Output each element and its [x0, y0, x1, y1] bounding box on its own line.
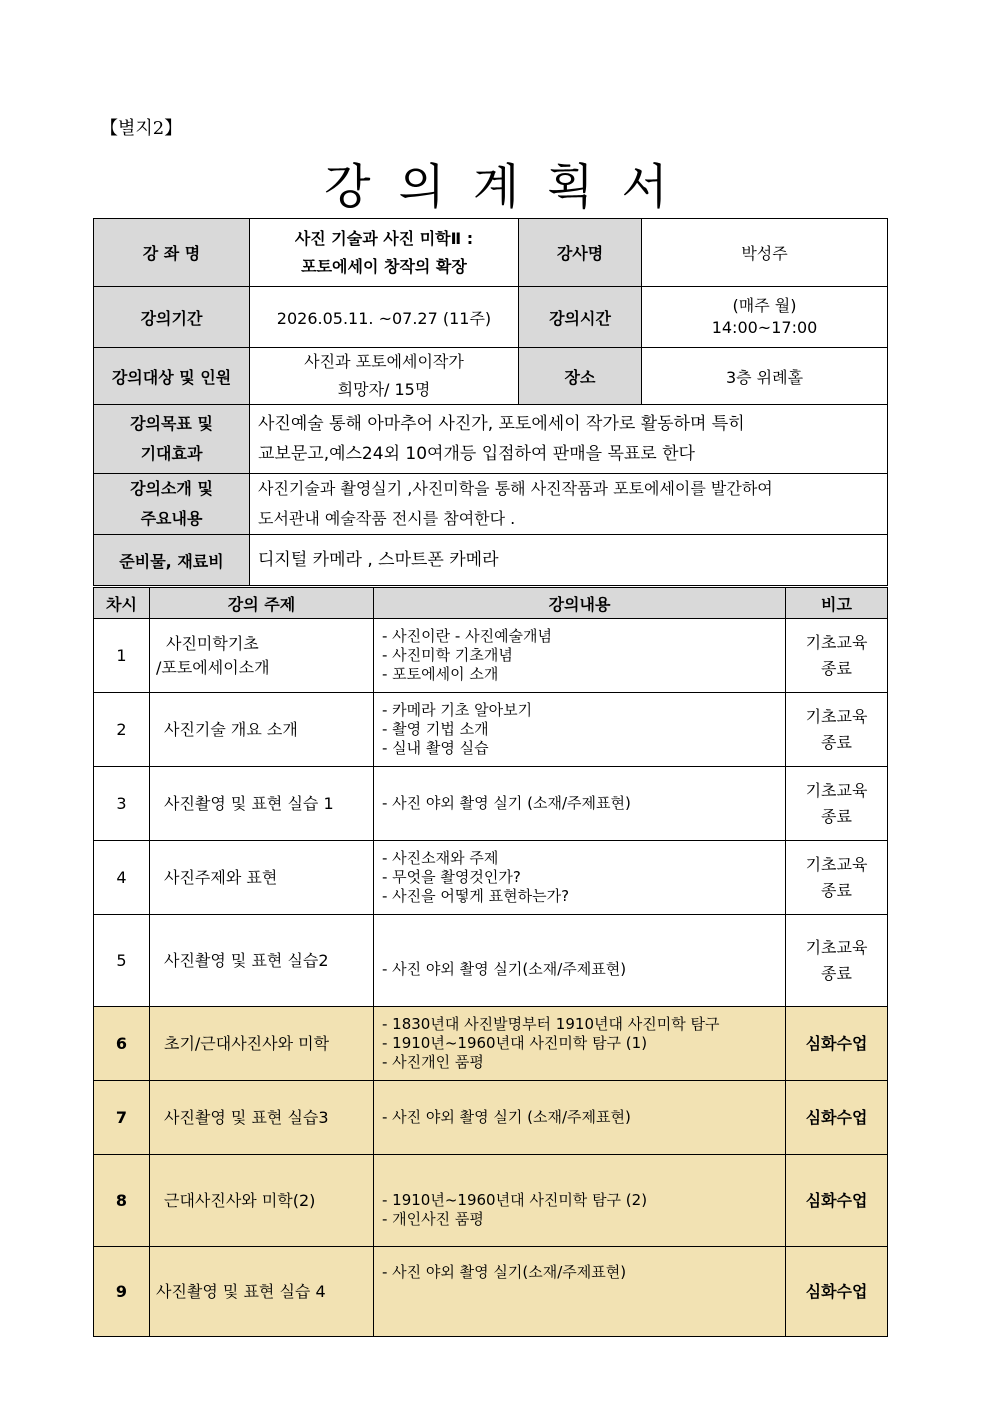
course-time: (매주 월) 14:00~17:00 [642, 287, 888, 348]
session-content: - 사진 야외 촬영 실기(소재/주제표현) [374, 1247, 786, 1337]
table-row [94, 619, 888, 693]
course-name: 사진 기술과 사진 미학Ⅱ : 포토에세이 창작의 확장 [250, 219, 519, 287]
session-number: 6 [94, 1007, 150, 1081]
goal-label: 강의목표 및 기대효과 [94, 405, 250, 474]
session-topic: 사진촬영 및 표현 실습 1 [150, 767, 374, 841]
session-note: 심화수업 [786, 1007, 888, 1081]
session-note: 기초교육 종료 [786, 619, 888, 693]
course-place: 3층 위례홀 [642, 348, 888, 405]
target-label: 강의대상 및 인원 [94, 348, 250, 405]
session-topic: 사진미학기초 /포토에세이소개 [150, 619, 374, 693]
table-row [94, 841, 888, 915]
session-number: 3 [94, 767, 150, 841]
session-topic: 사진촬영 및 표현 실습2 [150, 915, 374, 1007]
session-number: 4 [94, 841, 150, 915]
instructor-name: 박성주 [642, 219, 888, 287]
schedule-header-content: 강의내용 [374, 588, 786, 619]
table-row [94, 767, 888, 841]
course-target: 사진과 포토에세이작가 희망자/ 15명 [250, 348, 519, 405]
session-content: - 사진이란 - 사진예술개념 - 사진미학 기초개념 - 포토에세이 소개 [374, 619, 786, 693]
session-number: 2 [94, 693, 150, 767]
table-row [94, 1155, 888, 1247]
course-goal: 사진예술 통해 아마추어 사진가, 포토에세이 작가로 활동하며 특히 교보문고,예스24외 10여개등 입점하여 판매을 목표로 한다 [250, 405, 888, 474]
session-note: 심화수업 [786, 1247, 888, 1337]
table-row [94, 1081, 888, 1155]
session-note: 기초교육 종료 [786, 693, 888, 767]
table-row [94, 693, 888, 767]
session-note: 심화수업 [786, 1081, 888, 1155]
course-info-table [93, 218, 888, 586]
session-note: 기초교육 종료 [786, 841, 888, 915]
session-content: - 사진 야외 촬영 실기 (소재/주제표현) [374, 767, 786, 841]
schedule-table [93, 587, 888, 1337]
session-topic: 근대사진사와 미학(2) [150, 1155, 374, 1247]
table-row [94, 1247, 888, 1337]
course-intro: 사진기술과 촬영실기 ,사진미학을 통해 사진작품과 포토에세이를 발간하여 도서관내 예술작품 전시를 참여한다 . [250, 474, 888, 535]
instructor-label: 강사명 [519, 219, 642, 287]
schedule-header-note: 비고 [786, 588, 888, 619]
session-topic: 초기/근대사진사와 미학 [150, 1007, 374, 1081]
page-title: 강의계획서 [324, 159, 696, 215]
session-content: - 카메라 기초 알아보기 - 촬영 기법 소개 - 실내 촬영 실습 [374, 693, 786, 767]
session-number: 5 [94, 915, 150, 1007]
period-label: 강의기간 [94, 287, 250, 348]
schedule-header-topic: 강의 주제 [150, 588, 374, 619]
table-row [94, 915, 888, 1007]
course-name-label: 강 좌 명 [94, 219, 250, 287]
session-note: 기초교육 종료 [786, 915, 888, 1007]
session-number: 8 [94, 1155, 150, 1247]
course-supplies: 디지털 카메라 , 스마트폰 카메라 [250, 535, 888, 586]
session-content: - 사진소재와 주제 - 무엇을 촬영것인가? - 사진을 어떻게 표현하는가? [374, 841, 786, 915]
supplies-label: 준비물, 재료비 [94, 535, 250, 586]
intro-label: 강의소개 및 주요내용 [94, 474, 250, 535]
session-topic: 사진주제와 표현 [150, 841, 374, 915]
place-label: 장소 [519, 348, 642, 405]
session-topic: 사진촬영 및 표현 실습3 [150, 1081, 374, 1155]
session-note: 심화수업 [786, 1155, 888, 1247]
session-number: 9 [94, 1247, 150, 1337]
session-number: 7 [94, 1081, 150, 1155]
session-number: 1 [94, 619, 150, 693]
time-label: 강의시간 [519, 287, 642, 348]
session-content: - 1910년~1960년대 사진미학 탐구 (2) - 개인사진 품평 [374, 1155, 786, 1247]
schedule-header-session: 차시 [94, 588, 150, 619]
annex-label: 【별지2】 [100, 118, 183, 139]
table-row [94, 1007, 888, 1081]
session-content: - 사진 야외 촬영 실기(소재/주제표현) [374, 915, 786, 1007]
session-content: - 1830년대 사진발명부터 1910년대 사진미학 탐구 - 1910년~1960년대 사진미학 탐구 (1) - 사진개인 품평 [374, 1007, 786, 1081]
session-topic: 사진촬영 및 표현 실습 4 [150, 1247, 374, 1337]
course-period: 2026.05.11. ~07.27 (11주) [250, 287, 519, 348]
session-content: - 사진 야외 촬영 실기 (소재/주제표현) [374, 1081, 786, 1155]
session-topic: 사진기술 개요 소개 [150, 693, 374, 767]
session-note: 기초교육 종료 [786, 767, 888, 841]
